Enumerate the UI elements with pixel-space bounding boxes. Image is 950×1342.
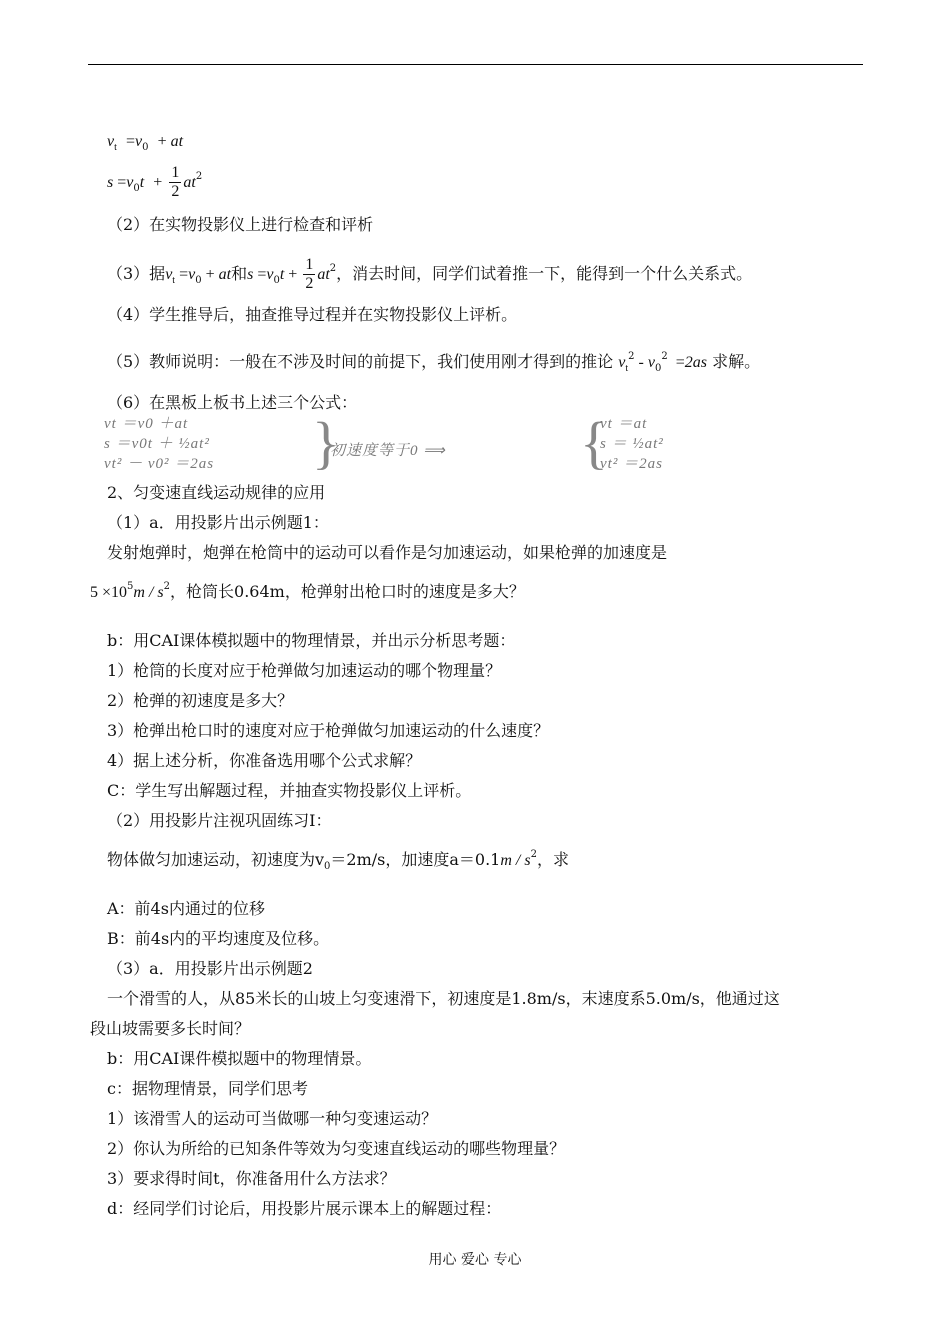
exercise-A: A：前4s内通过的位移 (107, 899, 265, 918)
board-arrow-text: 初速度等于0 ⟹ (330, 443, 446, 459)
fraction-half: $\frac{1}{2}$ (171, 164, 180, 200)
line-p3: （3）据$v_t =v_0$ + at和$s =v_0t$ + $\frac{1}{2}$ $at^2$，消去时间，同学们试着推一下，能得到一个什么关系式。 (107, 256, 753, 292)
example1-question-2: 2）枪弹的初速度是多大？ (107, 691, 294, 710)
formula-velocity: $v_t =v_0$ + at (107, 133, 184, 153)
example2-q1: 一个滑雪的人，从85米长的山坡上匀变速滑下，初速度是1.8m/s，末速度系5.0m/s，他通过这 (107, 989, 780, 1008)
example2-a: （3）a．用投影片出示例题2 (107, 959, 313, 978)
example2-d: d：经同学们讨论后，用投影片展示课本上的解题过程： (107, 1199, 502, 1218)
line-p6: （6）在黑板上板书上述三个公式： (107, 393, 358, 412)
line-p5: （5）教师说明：一般在不涉及时间的前提下，我们使用刚才得到的推论 $v_t^2 - v_0^2 =2as$ 求解。 (107, 351, 761, 374)
example1-b: b：用CAI课体模拟题中的物理情景，并出示分析思考题： (107, 631, 516, 650)
example2-b: b：用CAI课件模拟题中的物理情景。 (107, 1049, 372, 1068)
formula-displacement: $s =v_0t$ + $\frac{1}{2}$ $at^2$ (107, 164, 203, 200)
example2-question-3: 3）要求得时间t，你准备用什么方法求？ (107, 1169, 396, 1188)
example2-c: c：据物理情景，同学们思考 (107, 1079, 308, 1098)
example1-question-1: 1）枪筒的长度对应于枪弹做匀加速运动的哪个物理量？ (107, 661, 502, 680)
example1-q1: 发射炮弹时，炮弹在枪筒中的运动可以看作是匀加速运动，如果枪弹的加速度是 (107, 543, 668, 562)
example1-question-4: 4）据上述分析，你准备选用哪个公式求解？ (107, 751, 422, 770)
header-rule (88, 64, 863, 65)
example1-c: C：学生写出解题过程，并抽查实物投影仪上评析。 (107, 781, 472, 800)
exercise-B: B：前4s内的平均速度及位移。 (107, 929, 330, 948)
board-brace-left: { (580, 410, 608, 475)
section-2-title: 2、匀变速直线运动规律的应用 (107, 483, 326, 502)
page-footer: 用心 爱心 专心 (428, 1252, 522, 1268)
exercise-question: 物体做匀加速运动，初速度为$v_0=2m/s$，加速度$a=0.1m / s^2$，求 (107, 849, 569, 872)
board-left-formulas: vt ＝v0 ＋at s ＝v0t ＋ ½at² vt² － v0² ＝2as (104, 416, 215, 472)
board-brace-right: } (312, 410, 340, 475)
example2-question-1: 1）该滑雪人的运动可当做哪一种匀变速运动？ (107, 1109, 438, 1128)
line-p4: （4）学生推导后，抽查推导过程并在实物投影仪上评析。 (107, 305, 518, 324)
line-p2: （2）在实物投影仪上进行检查和评析 (107, 215, 374, 234)
example1-q2: $5 \times 10^5m / s^2$，枪筒长0.64m，枪弹射出枪口时的速度是多大？ (90, 581, 525, 601)
example2-question-2: 2）你认为所给的已知条件等效为匀变速直线运动的哪些物理量？ (107, 1139, 566, 1158)
example2-q2: 段山坡需要多长时间？ (90, 1019, 251, 1038)
exercise-title: （2）用投影片注视巩固练习I： (107, 811, 332, 830)
example1-a: （1）a．用投影片出示例题1： (107, 513, 329, 532)
board-right-formulas: vt ＝at s ＝ ½at² vt² ＝2as (600, 416, 664, 472)
example1-question-3: 3）枪弹出枪口时的速度对应于枪弹做匀加速运动的什么速度？ (107, 721, 550, 740)
